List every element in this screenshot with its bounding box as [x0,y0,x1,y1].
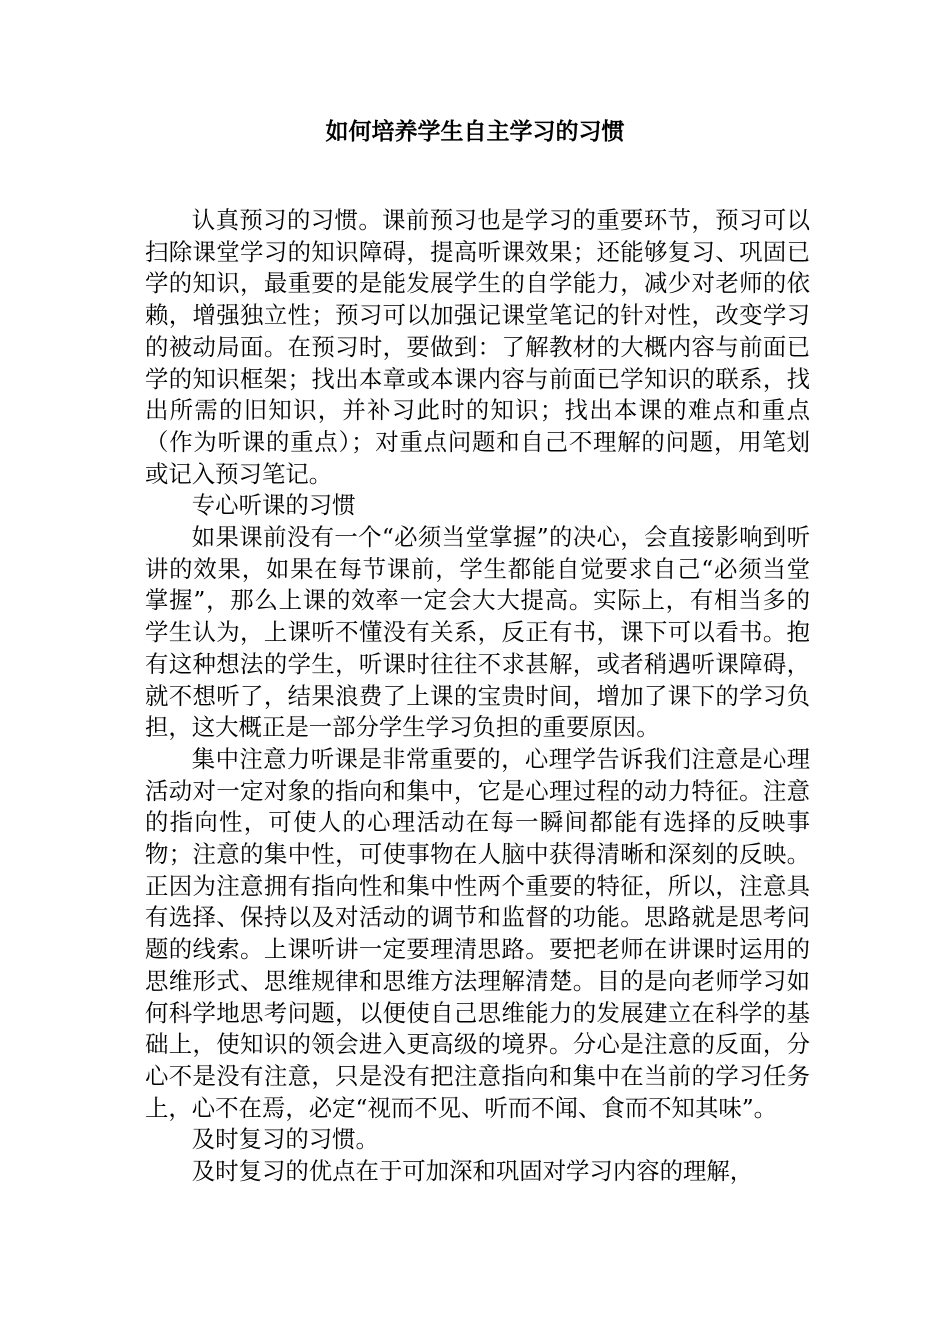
document-body [145,205,810,1188]
heading-listening-habit: 专心听课的习惯 [191,491,356,520]
paragraph-listening-resolve: 如果课前没有一个“必须当堂掌握”的决心，会直接影响到听讲的效果，如果在每节课前，学生都能自觉要求自己“必须当堂掌握”，那么上课的效率一定会大大提高。实际上，有相当多的学生认为，上课听不懂没有关系，反正有书，课下可以看书。抱有这种想法的学生，听课时往往不求甚解，或者稍遇听课障碍，就不想听了，结果浪费了上课的宝贵时间，增加了课下的学习负担，这大概正是一部分学生学习负担的重要原因。 [145,523,810,742]
document-title: 如何培养学生自主学习的习惯 [325,118,625,145]
paragraph-review-benefit: 及时复习的优点在于可加深和巩固对学习内容的理解， [191,1157,754,1186]
heading-review-habit: 及时复习的习惯。 [191,1125,379,1154]
paragraph-preview-habit: 认真预习的习惯。课前预习也是学习的重要环节，预习可以扫除课堂学习的知识障碍，提高听课效果；还能够复习、巩固已学的知识，最重要的是能发展学生的自学能力，减少对老师的依赖，增强独立性；预习可以加强记课堂笔记的针对性，改变学习的被动局面。在预习时，要做到：了解教材的大概内容与前面已学的知识框架；找出本章或本课内容与前面已学知识的联系，找出所需的旧知识，并补习此时的知识；找出本课的难点和重点（作为听课的重点）；对重点问题和自己不理解的问题，用笔划或记入预习笔记。 [145,206,810,488]
paragraph-attention: 集中注意力听课是非常重要的，心理学告诉我们注意是心理活动对一定对象的指向和集中，它是心理过程的动力特征。注意的指向性，可使人的心理活动在每一瞬间都能有选择的反映事物；注意的集中性，可使事物在人脑中获得清晰和深刻的反映。正因为注意拥有指向性和集中性两个重要的特征，所以，注意具有选择、保持以及对活动的调节和监督的功能。思路就是思考问题的线索。上课听讲一定要理清思路。要把老师在讲课时运用的思维形式、思维规律和思维方法理解清楚。目的是向老师学习如何科学地思考问题，以便使自己思维能力的发展建立在科学的基础上，使知识的领会进入更高级的境界。分心是注意的反面，分心不是没有注意，只是没有把注意指向和集中在当前的学习任务上，心不在焉，必定“视而不见、听而不闻、食而不知其味”。 [145,744,810,1122]
